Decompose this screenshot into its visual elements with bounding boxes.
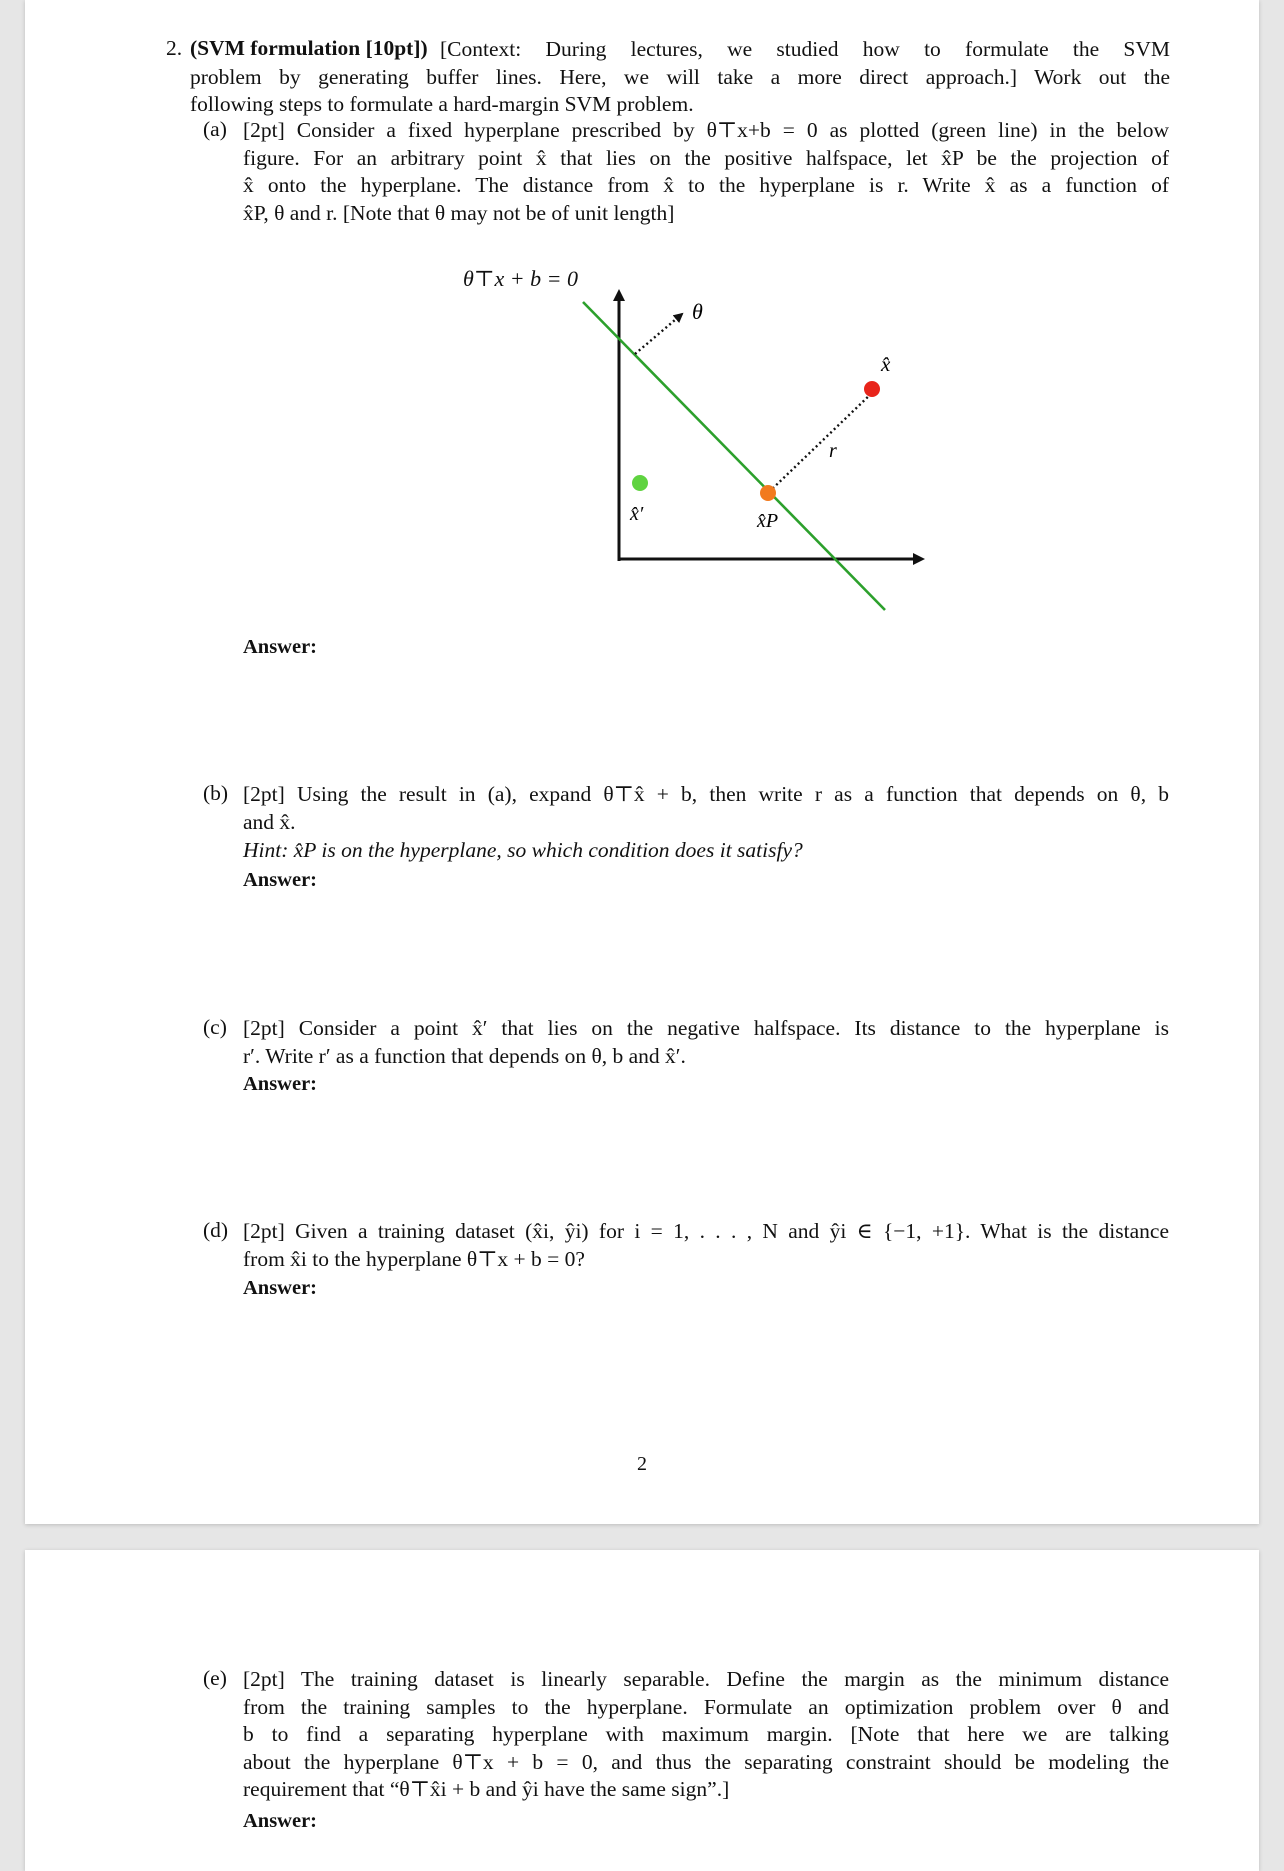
point-xp	[760, 485, 776, 501]
part-d-text	[243, 1218, 1169, 1273]
figure-equation: θ⊤x + b = 0	[463, 266, 578, 291]
page-2	[25, 1550, 1259, 1871]
part-e-line-1: [2pt] The training dataset is linearly separable. Define the margin as the minimum distance	[243, 1667, 1169, 1691]
part-e-line-2: from the training samples to the hyperplane. Formulate an optimization problem over θ and	[243, 1694, 1169, 1719]
part-b-answer: Answer:	[243, 869, 318, 891]
part-e-answer: Answer:	[243, 1810, 318, 1832]
part-e-line-3: b to find a separating hyperplane with maximum margin. [Note that here we are talking	[243, 1722, 1169, 1746]
part-b-line-1: [2pt] Using the result in (a), expand θ⊤x̂ + b, then write r as a function that depends on θ, b	[243, 782, 1169, 806]
question-number: 2.	[166, 36, 183, 60]
page-1	[25, 0, 1259, 1524]
hyperplane-line	[583, 302, 885, 610]
question-title: (SVM formulation [10pt])	[190, 36, 428, 60]
part-a-label: (a)	[203, 117, 227, 141]
r-dotted-line	[769, 392, 873, 492]
theta-label: θ	[692, 299, 703, 324]
part-d-line-2: from x̂i to the hyperplane θ⊤x + b = 0?	[243, 1246, 585, 1271]
intro-line-2: problem by generating buffer lines. Here, we will take a more direct approach.] Work out the	[190, 64, 1170, 89]
part-c-label: (c)	[203, 1015, 227, 1039]
intro-line-3: following steps to formulate a hard-margin SVM problem.	[190, 92, 694, 116]
part-b-line-2: and x̂.	[243, 809, 296, 834]
hyperplane-figure	[25, 280, 1259, 640]
part-a-answer: Answer:	[243, 636, 318, 658]
part-c-text	[243, 1015, 1169, 1070]
part-b-label: (b)	[203, 781, 229, 805]
part-a-text	[243, 117, 1169, 227]
part-c-line-1: [2pt] Consider a point x̂′ that lies on the negative halfspace. Its distance to the hyperplane is	[243, 1016, 1169, 1040]
xprime-label: x̂′	[630, 503, 644, 525]
part-e-line-5: requirement that “θ⊤x̂i + b and ŷi have the same sign”.]	[243, 1777, 730, 1801]
part-c-answer: Answer:	[243, 1073, 318, 1095]
part-e-line-4: about the hyperplane θ⊤x + b = 0, and thus the separating constraint should be modeling the	[243, 1749, 1169, 1774]
question-intro	[190, 36, 1170, 119]
theta-arrow	[635, 314, 682, 354]
xp-label: x̂P	[757, 510, 779, 532]
xhat-label: x̂	[881, 352, 891, 376]
part-a-line-1: [2pt] Consider a fixed hyperplane prescribed by θ⊤x+b = 0 as plotted (green line) in the below	[243, 118, 1169, 142]
point-xhat	[864, 381, 880, 397]
page-number: 2	[637, 1453, 647, 1475]
part-d-line-1: [2pt] Given a training dataset (x̂i, ŷi) for i = 1, . . . , N and ŷi ∈ {−1, +1}. What is the distance	[243, 1219, 1169, 1243]
part-a-line-4: x̂P, θ and r. [Note that θ may not be of unit length]	[243, 200, 675, 225]
part-b-text	[243, 781, 1169, 836]
intro-line-1: [Context: During lectures, we studied how to formulate the SVM	[440, 37, 1170, 61]
r-label: r	[829, 440, 837, 462]
part-a-line-3: x̂ onto the hyperplane. The distance from x̂ to the hyperplane is r. Write x̂ as a function of	[243, 173, 1169, 197]
part-c-line-2: r′. Write r′ as a function that depends on θ, b and x̂′.	[243, 1043, 686, 1068]
part-e-text	[243, 1666, 1169, 1804]
part-b-hint: Hint: x̂P is on the hyperplane, so which condition does it satisfy?	[243, 838, 803, 862]
part-e-label: (e)	[203, 1666, 227, 1690]
part-a-line-2: figure. For an arbitrary point x̂ that lies on the positive halfspace, let x̂P be the projection of	[243, 145, 1169, 170]
part-d-label: (d)	[203, 1218, 229, 1242]
part-d-answer: Answer:	[243, 1277, 318, 1299]
point-xprime	[632, 475, 648, 491]
